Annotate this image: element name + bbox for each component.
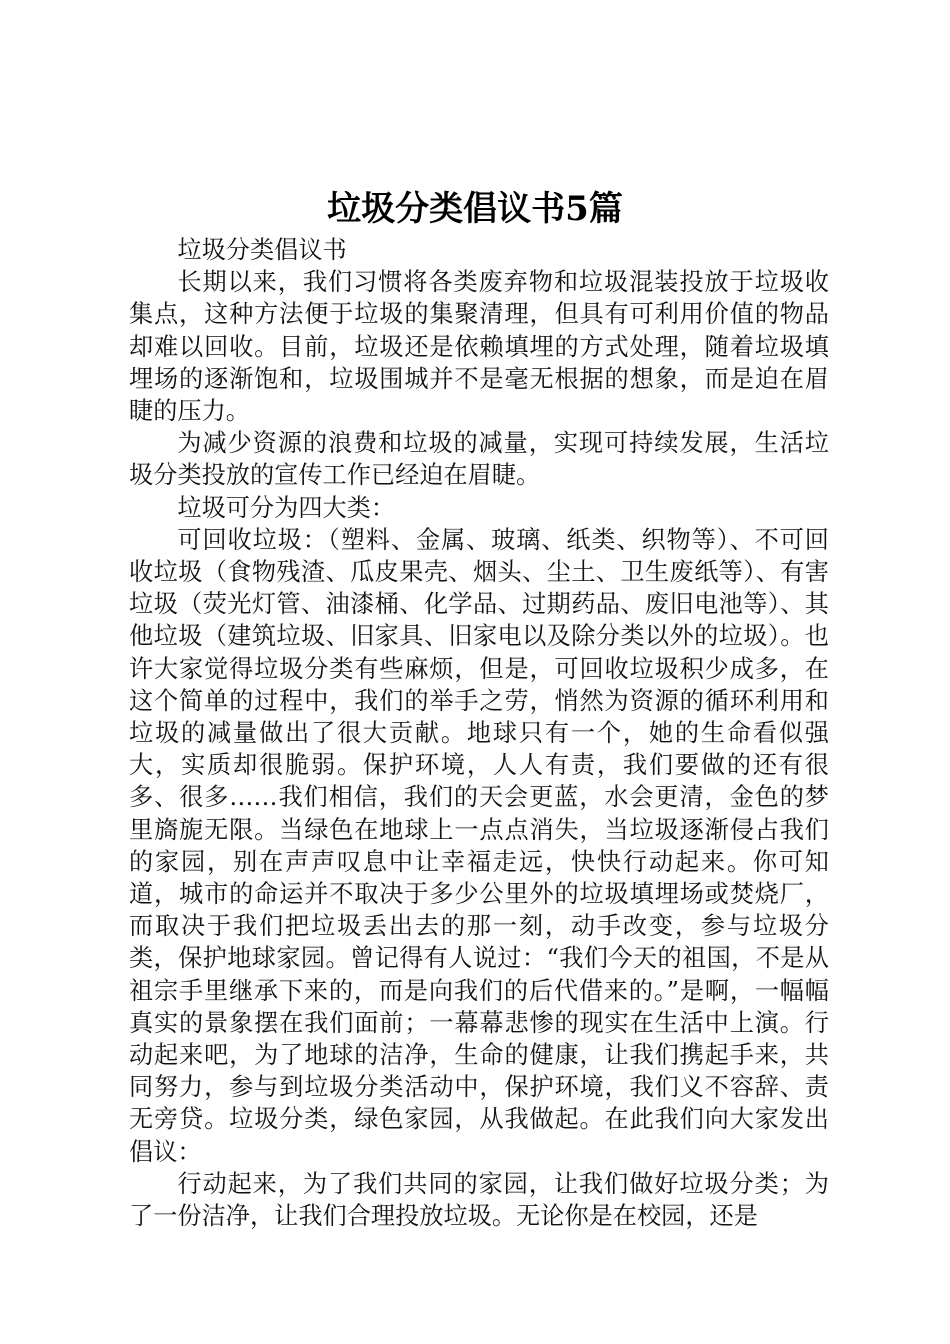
paragraph: 长期以来，我们习惯将各类废弃物和垃圾混装投放于垃圾收集点，这种方法便于垃圾的集聚清理，但具有可利用价值的物品却难以回收。目前，垃圾还是依赖填埋的方式处理，随着垃圾填埋场的逐渐饱和，垃圾围城并不是毫无根据的想象，而是迫在眉睫的压力。 (129, 268, 829, 426)
paragraph-subtitle: 垃圾分类倡议书 (177, 236, 347, 264)
paragraph: 可回收垃圾：（塑料、金属、玻璃、纸类、织物等）、不可回收垃圾（食物残渣、瓜皮果壳、烟头、尘土、卫生废纸等）、有害垃圾（荧光灯管、油漆桶、化学品、过期药品、废旧电池等）、其他垃圾（建筑垃圾、旧家具、旧家电以及除分类以外的垃圾）。也许大家觉得垃圾分类有些麻烦，但是，可回收垃圾积少成多，在这个简单的过程中，我们的举手之劳，悄然为资源的循环利用和垃圾的减量做出了很大贡献。地球只有一个，她的生命看似强大，实质却很脆弱。保护环境，人人有责，我们要做的还有很多、很多……我们相信，我们的天会更蓝，水会更清，金色的梦里旖旎无限。当绿色在地球上一点点消失，当垃圾逐渐侵占我们的家园，别在声声叹息中让幸福走远，快快行动起来。你可知道，城市的命运并不取决于多少公里外的垃圾填埋场或焚烧厂，而取决于我们把垃圾丢出去的那一刻，动手改变，参与垃圾分类，保护地球家园。曾记得有人说过：“我们今天的祖国，不是从祖宗手里继承下来的，而是向我们的后代借来的。”是啊，一幅幅真实的景象摆在我们面前；一幕幕悲惨的现实在生活中上演。行动起来吧，为了地球的洁净，生命的健康，让我们携起手来，共同努力，参与到垃圾分类活动中，保护环境，我们义不容辞、责无旁贷。垃圾分类，绿色家园，从我做起。在此我们向大家发出倡议： (129, 525, 829, 1166)
paragraph: 垃圾可分为四大类： (177, 493, 396, 522)
paragraph: 为减少资源的浪费和垃圾的减量，实现可持续发展，生活垃圾分类投放的宣传工作已经迫在眉睫。 (129, 429, 829, 490)
document-body (129, 234, 829, 1232)
document-title: 垃圾分类倡议书5篇 (327, 189, 623, 229)
paragraph: 行动起来，为了我们共同的家园，让我们做好垃圾分类；为了一份洁净，让我们合理投放垃圾。无论你是在校园，还是 (129, 1169, 829, 1231)
